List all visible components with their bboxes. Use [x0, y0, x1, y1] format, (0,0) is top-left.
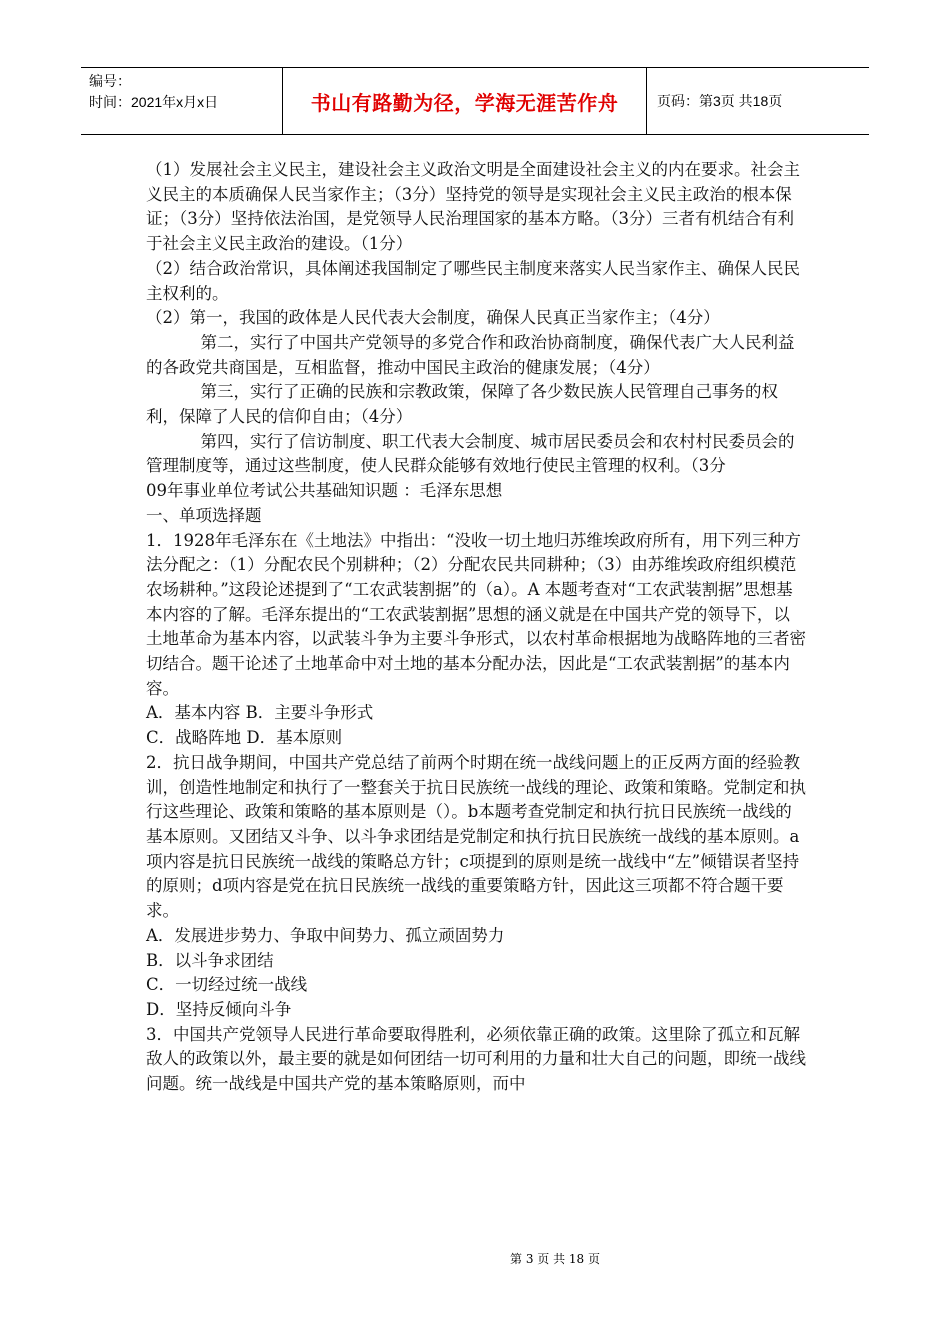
footer-page-number: 第 3 页 共 18 页 [510, 1252, 600, 1266]
page-header [81, 67, 869, 135]
document-body [146, 158, 806, 1097]
answer-option: D．坚持反倾向斗争 [146, 999, 292, 1019]
paragraph: 第四，实行了信访制度、职工代表大会制度、城市居民委员会和农村村民委员会的管理制度等，通过这些制度，使人民群众能够有效地行使民主管理的权利。（3分 [146, 431, 795, 476]
header-meta [81, 68, 282, 134]
document-date-label: 时间：2021年x月x日 [89, 94, 219, 110]
answer-option: C．战略阵地 D．基本原则 [146, 728, 343, 748]
page-footer [0, 1250, 950, 1267]
header-motto-cell [282, 68, 647, 134]
header-page-cell [647, 68, 869, 134]
question-item: 1．1928年毛泽东在《土地法》中指出：“没收一切土地归苏维埃政府所有，用下列三种方法分配之：（1）分配农民个别耕种；（2）分配农民共同耕种；（3）由苏维埃政府组织模范农场耕种。”这段论述提到了“工农武装割据”的（a）。A 本题考查对“工农武装割据”思想基本内容的了解。毛泽东提出的“工农武装割据”思想的涵义就是在中国共产党的领导下，以土地革命为基本内容，以武装斗争为主要斗争形式，以农村革命根据地为战略阵地的三者密切结合。题干论述了土地革命中对土地的基本分配办法，因此是“工农武装割据”的基本内容。 [146, 530, 806, 698]
paragraph: 第三，实行了正确的民族和宗教政策，保障了各少数民族人民管理自己事务的权利，保障了人民的信仰自由；（4分） [146, 382, 778, 427]
document-number-label: 编号： [89, 73, 131, 89]
paragraph: （2）第一，我国的政体是人民代表大会制度，确保人民真正当家作主；（4分） [146, 308, 720, 328]
paragraph: （2）结合政治常识，具体阐述我国制定了哪些民主制度来落实人民当家作主、确保人民民主权利的。 [146, 258, 800, 303]
header-page-label: 页码：第3页 共18页 [657, 93, 783, 109]
question-item: 3．中国共产党领导人民进行革命要取得胜利，必须依靠正确的政策。这里除了孤立和瓦解敌人的政策以外，最主要的就是如何团结一切可利用的力量和壮大自己的问题，即统一战线问题。统一战线是中国共产党的基本策略原则，而中 [146, 1024, 806, 1094]
section-heading: 一、单项选择题 [146, 505, 262, 525]
paragraph: 第二，实行了中国共产党领导的多党合作和政治协商制度，确保代表广大人民利益的各政党共商国是，互相监督，推动中国民主政治的健康发展；（4分） [146, 332, 795, 377]
section-title: 09年事业单位考试公共基础知识题 ：毛泽东思想 [146, 481, 503, 501]
answer-option: A．发展进步势力、争取中间势力、孤立顽固势力 [146, 925, 505, 945]
question-item: 2．抗日战争期间，中国共产党总结了前两个时期在统一战线问题上的正反两方面的经验教训，创造性地制定和执行了一整套关于抗日民族统一战线的理论、政策和策略。党制定和执行这些理论、政策和策略的基本原则是（）。b本题考查党制定和执行抗日民族统一战线的基本原则。又团结又斗争、以斗争求团结是党制定和执行抗日民族统一战线的基本原则。a项内容是抗日民族统一战线的策略总方针；c项提到的原则是统一战线中“左”倾错误者坚持的原则；d项内容是党在抗日民族统一战线的重要策略方针，因此这三项都不符合题干要求。 [146, 752, 806, 921]
answer-option: C．一切经过统一战线 [146, 975, 308, 995]
answer-option: B．以斗争求团结 [146, 950, 274, 970]
header-motto: 书山有路勤为径，学海无涯苦作舟 [310, 90, 619, 115]
answer-option: A．基本内容 B．主要斗争形式 [146, 703, 374, 723]
paragraph: （1）发展社会主义民主，建设社会主义政治文明是全面建设社会主义的内在要求。社会主义民主的本质确保人民当家作主；（3分）坚持党的领导是实现社会主义民主政治的根本保证；（3分）坚持依法治国，是党领导人民治理国家的基本方略。（3分）三者有机结合有利于社会主义民主政治的建设。（1分） [146, 160, 800, 254]
